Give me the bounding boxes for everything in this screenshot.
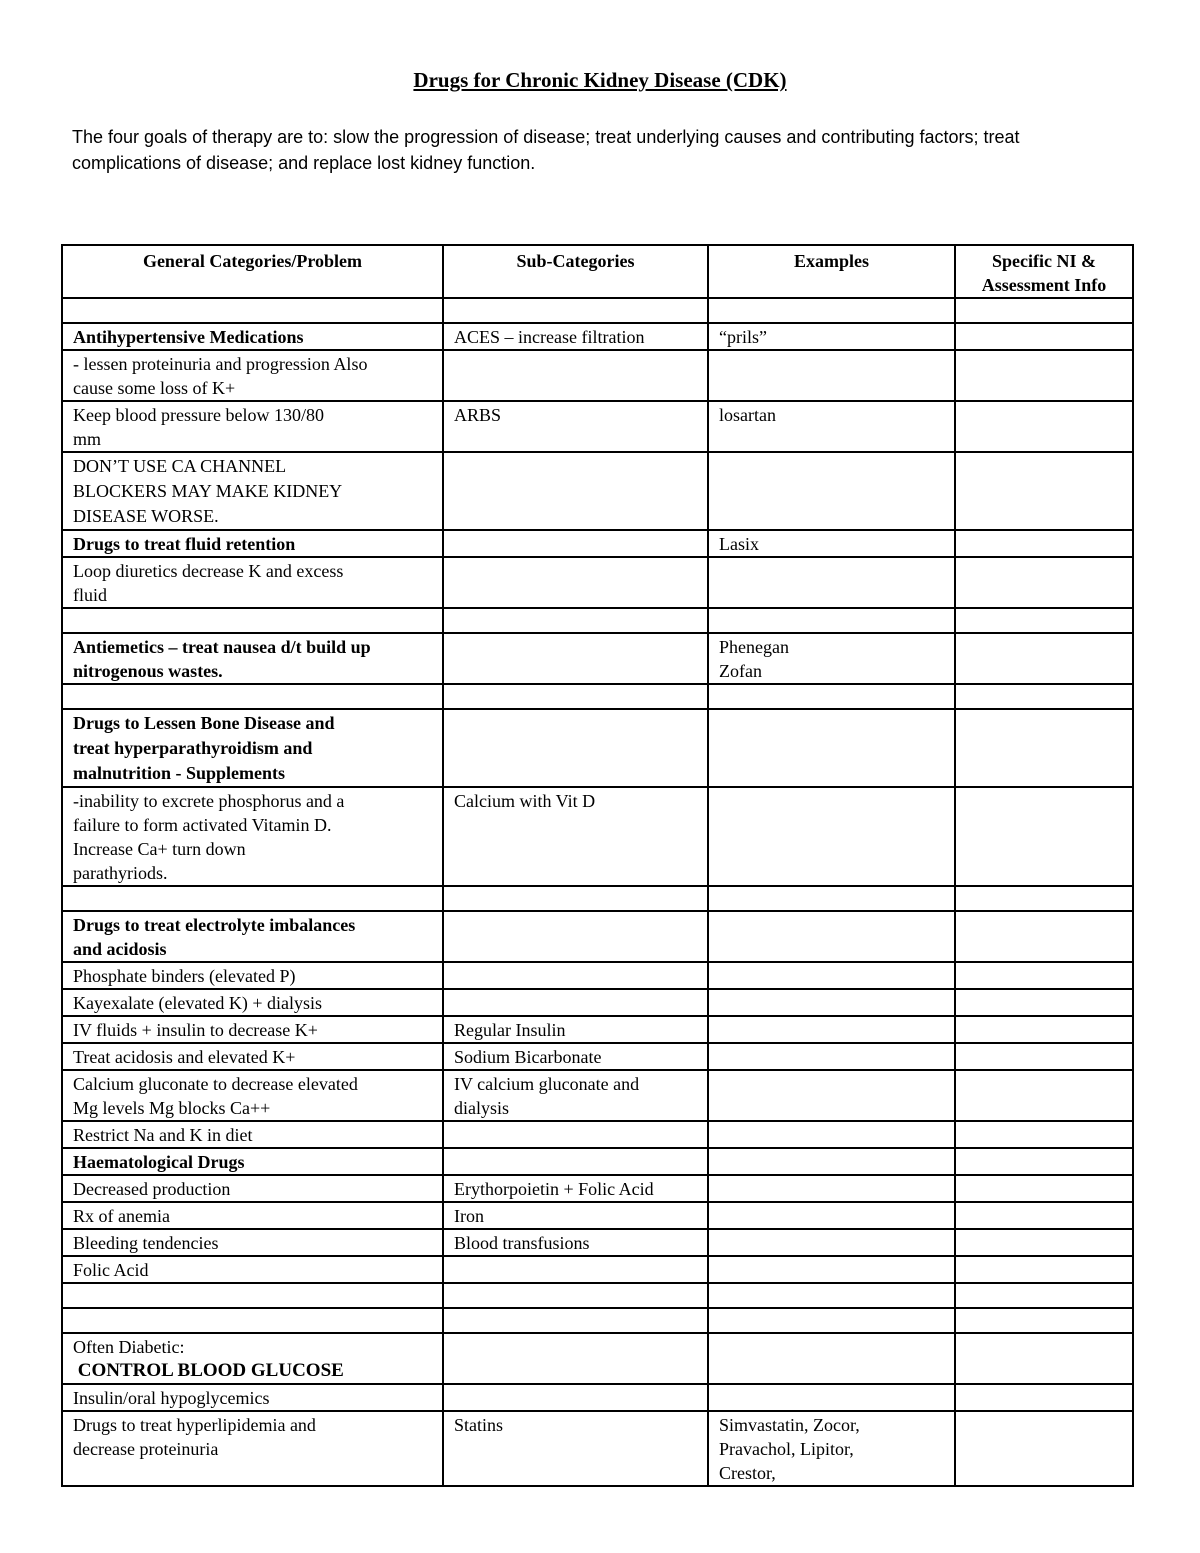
empty-cell (708, 1308, 955, 1333)
example-cell: losartan (708, 401, 955, 452)
category-cell: Folic Acid (62, 1256, 443, 1283)
category-cell: IV fluids + insulin to decrease K+ (62, 1016, 443, 1043)
empty-cell (955, 1016, 1133, 1043)
header-sub-categories: Sub-Categories (443, 245, 708, 298)
subcategory-cell: Iron (443, 1202, 708, 1229)
empty-cell (955, 1333, 1133, 1384)
header-specific-ni (955, 245, 1133, 298)
category-cell (62, 911, 443, 962)
table-row (62, 1333, 1133, 1384)
empty-cell (708, 989, 955, 1016)
empty-cell (443, 1283, 708, 1308)
empty-cell (443, 298, 708, 323)
empty-cell (955, 1202, 1133, 1229)
table-row (62, 608, 1133, 633)
table-row (62, 886, 1133, 911)
empty-cell (443, 350, 708, 401)
empty-cell (708, 684, 955, 709)
empty-cell (955, 633, 1133, 684)
empty-cell (62, 1308, 443, 1333)
table-row (62, 684, 1133, 709)
table-row (62, 298, 1133, 323)
table-row (62, 452, 1133, 530)
empty-cell (708, 962, 955, 989)
empty-cell (443, 1384, 708, 1411)
empty-cell (708, 1043, 955, 1070)
empty-cell (708, 1256, 955, 1283)
empty-cell (955, 1384, 1133, 1411)
cell-line: Antiemetics – treat nausea d/t build up (73, 637, 371, 657)
category-cell (62, 1411, 443, 1486)
cell-line: Pravachol, Lipitor, (719, 1439, 854, 1459)
empty-cell (62, 1283, 443, 1308)
cell-line: decrease proteinuria (73, 1439, 219, 1459)
empty-cell (708, 557, 955, 608)
cell-line: IV calcium gluconate and (454, 1074, 640, 1094)
empty-cell (443, 633, 708, 684)
empty-cell (955, 530, 1133, 557)
empty-cell (955, 962, 1133, 989)
category-cell: Rx of anemia (62, 1202, 443, 1229)
cell-line: malnutrition - Supplements (73, 763, 286, 783)
table-row (62, 989, 1133, 1016)
empty-cell (955, 1175, 1133, 1202)
subcategory-cell: Statins (443, 1411, 708, 1486)
empty-cell (955, 1043, 1133, 1070)
empty-cell (955, 787, 1133, 886)
example-cell (708, 633, 955, 684)
category-cell (62, 350, 443, 401)
empty-cell (955, 1229, 1133, 1256)
table-row (62, 1202, 1133, 1229)
empty-cell (443, 1121, 708, 1148)
intro-line: complications of disease; and replace lost kidney function. (72, 153, 536, 173)
table-row (62, 1016, 1133, 1043)
table-row (62, 1043, 1133, 1070)
empty-cell (62, 298, 443, 323)
table-row (62, 1148, 1133, 1175)
table-row (62, 911, 1133, 962)
empty-cell (955, 350, 1133, 401)
table-row (62, 962, 1133, 989)
cell-line: Crestor, (719, 1463, 776, 1483)
category-cell: Kayexalate (elevated K) + dialysis (62, 989, 443, 1016)
empty-cell (443, 886, 708, 911)
empty-cell (443, 1256, 708, 1283)
category-cell (62, 1333, 443, 1384)
table-row (62, 1175, 1133, 1202)
empty-cell (443, 911, 708, 962)
empty-cell (62, 608, 443, 633)
intro-line: The four goals of therapy are to: slow the progression of disease; treat underlying causes and contributing factors; treat (72, 127, 1020, 147)
subcategory-cell (443, 1070, 708, 1121)
cell-line: Mg levels Mg blocks Ca++ (73, 1098, 271, 1118)
cell-line: parathyriods. (73, 863, 168, 883)
table-row (62, 787, 1133, 886)
category-cell: Bleeding tendencies (62, 1229, 443, 1256)
category-cell (62, 401, 443, 452)
table-row (62, 709, 1133, 787)
category-cell: Treat acidosis and elevated K+ (62, 1043, 443, 1070)
empty-cell (708, 1121, 955, 1148)
cell-line: treat hyperparathyroidism and (73, 738, 313, 758)
empty-cell (708, 1283, 955, 1308)
subcategory-cell: ARBS (443, 401, 708, 452)
cell-line: fluid (73, 585, 107, 605)
empty-cell (708, 608, 955, 633)
empty-cell (708, 1175, 955, 1202)
empty-cell (443, 530, 708, 557)
empty-cell (708, 1333, 955, 1384)
subcategory-cell: Erythorpoietin + Folic Acid (443, 1175, 708, 1202)
empty-cell (708, 1148, 955, 1175)
table-row (62, 1283, 1133, 1308)
table-row (62, 350, 1133, 401)
empty-cell (955, 911, 1133, 962)
cell-line: Drugs to treat electrolyte imbalances (73, 915, 356, 935)
empty-cell (443, 1148, 708, 1175)
empty-cell (955, 1070, 1133, 1121)
subcategory-cell: Sodium Bicarbonate (443, 1043, 708, 1070)
cell-line: failure to form activated Vitamin D. (73, 815, 332, 835)
category-cell: Insulin/oral hypoglycemics (62, 1384, 443, 1411)
cell-line: Keep blood pressure below 130/80 (73, 405, 324, 425)
intro-paragraph (72, 124, 1142, 176)
category-cell: Antihypertensive Medications (62, 323, 443, 350)
cell-line: DISEASE WORSE. (73, 506, 219, 526)
cell-line: and acidosis (73, 939, 167, 959)
table-row (62, 1411, 1133, 1486)
header-specific-ni-line: Assessment Info (981, 275, 1107, 295)
example-cell: “prils” (708, 323, 955, 350)
empty-cell (955, 709, 1133, 787)
empty-cell (708, 911, 955, 962)
empty-cell (708, 1070, 955, 1121)
category-cell (62, 557, 443, 608)
category-cell: Drugs to treat fluid retention (62, 530, 443, 557)
empty-cell (443, 452, 708, 530)
empty-cell (955, 684, 1133, 709)
header-examples: Examples (708, 245, 955, 298)
cell-line: dialysis (454, 1098, 510, 1118)
subcategory-cell: ACES – increase filtration (443, 323, 708, 350)
category-cell: Haematological Drugs (62, 1148, 443, 1175)
cell-line: Drugs to Lessen Bone Disease and (73, 713, 335, 733)
empty-cell (955, 557, 1133, 608)
category-cell: Phosphate binders (elevated P) (62, 962, 443, 989)
empty-cell (955, 989, 1133, 1016)
empty-cell (955, 401, 1133, 452)
example-cell: Lasix (708, 530, 955, 557)
cell-line: nitrogenous wastes. (73, 661, 223, 681)
table-row (62, 401, 1133, 452)
empty-cell (708, 452, 955, 530)
table-row (62, 1070, 1133, 1121)
empty-cell (708, 886, 955, 911)
table-row (62, 1121, 1133, 1148)
cell-line: mm (73, 429, 102, 449)
empty-cell (955, 1148, 1133, 1175)
cell-line: Increase Ca+ turn down (73, 839, 246, 859)
table-row (62, 1256, 1133, 1283)
empty-cell (955, 886, 1133, 911)
subcategory-cell: Calcium with Vit D (443, 787, 708, 886)
example-cell (708, 1411, 955, 1486)
empty-cell (955, 1308, 1133, 1333)
header-specific-ni-line: Specific NI & (992, 251, 1096, 271)
empty-cell (955, 608, 1133, 633)
empty-cell (708, 350, 955, 401)
page-title: Drugs for Chronic Kidney Disease (CDK) (413, 68, 787, 92)
table-row (62, 633, 1133, 684)
cell-line: cause some loss of K+ (73, 378, 236, 398)
table-row (62, 557, 1133, 608)
cell-line: Simvastatin, Zocor, (719, 1415, 860, 1435)
cell-line: Drugs to treat hyperlipidemia and (73, 1415, 316, 1435)
empty-cell (708, 1016, 955, 1043)
table-row (62, 530, 1133, 557)
table-row (62, 1384, 1133, 1411)
category-cell: Restrict Na and K in diet (62, 1121, 443, 1148)
empty-cell (708, 1384, 955, 1411)
cell-line: Loop diuretics decrease K and excess (73, 561, 344, 581)
empty-cell (62, 886, 443, 911)
cell-line: CONTROL BLOOD GLUCOSE (73, 1360, 344, 1381)
empty-cell (443, 989, 708, 1016)
empty-cell (955, 1121, 1133, 1148)
category-cell (62, 1070, 443, 1121)
table-row (62, 1308, 1133, 1333)
category-cell (62, 709, 443, 787)
subcategory-cell: Regular Insulin (443, 1016, 708, 1043)
empty-cell (708, 1202, 955, 1229)
category-cell (62, 633, 443, 684)
cell-line: - lessen proteinuria and progression Also (73, 354, 368, 374)
empty-cell (708, 1229, 955, 1256)
category-cell (62, 452, 443, 530)
empty-cell (955, 1411, 1133, 1486)
cell-line: -inability to excrete phosphorus and a (73, 791, 345, 811)
table-row (62, 1229, 1133, 1256)
cell-line: Calcium gluconate to decrease elevated (73, 1074, 358, 1094)
empty-cell (443, 1333, 708, 1384)
empty-cell (443, 608, 708, 633)
empty-cell (955, 1256, 1133, 1283)
empty-cell (443, 962, 708, 989)
empty-cell (955, 298, 1133, 323)
cell-line: BLOCKERS MAY MAKE KIDNEY (73, 481, 343, 501)
empty-cell (708, 298, 955, 323)
empty-cell (443, 709, 708, 787)
subcategory-cell: Blood transfusions (443, 1229, 708, 1256)
category-cell (62, 787, 443, 886)
header-general-categories: General Categories/Problem (62, 245, 443, 298)
table-row (62, 323, 1133, 350)
drugs-table (61, 244, 1134, 1487)
cell-line: Zofan (719, 661, 762, 681)
empty-cell (955, 323, 1133, 350)
empty-cell (443, 684, 708, 709)
empty-cell (443, 557, 708, 608)
cell-line: DON’T USE CA CHANNEL (73, 456, 287, 476)
empty-cell (708, 709, 955, 787)
empty-cell (955, 452, 1133, 530)
table-header-row (62, 245, 1133, 298)
empty-cell (62, 684, 443, 709)
category-cell: Decreased production (62, 1175, 443, 1202)
cell-line: Often Diabetic: (73, 1337, 185, 1357)
empty-cell (955, 1283, 1133, 1308)
empty-cell (708, 787, 955, 886)
empty-cell (443, 1308, 708, 1333)
cell-line: Phenegan (719, 637, 789, 657)
